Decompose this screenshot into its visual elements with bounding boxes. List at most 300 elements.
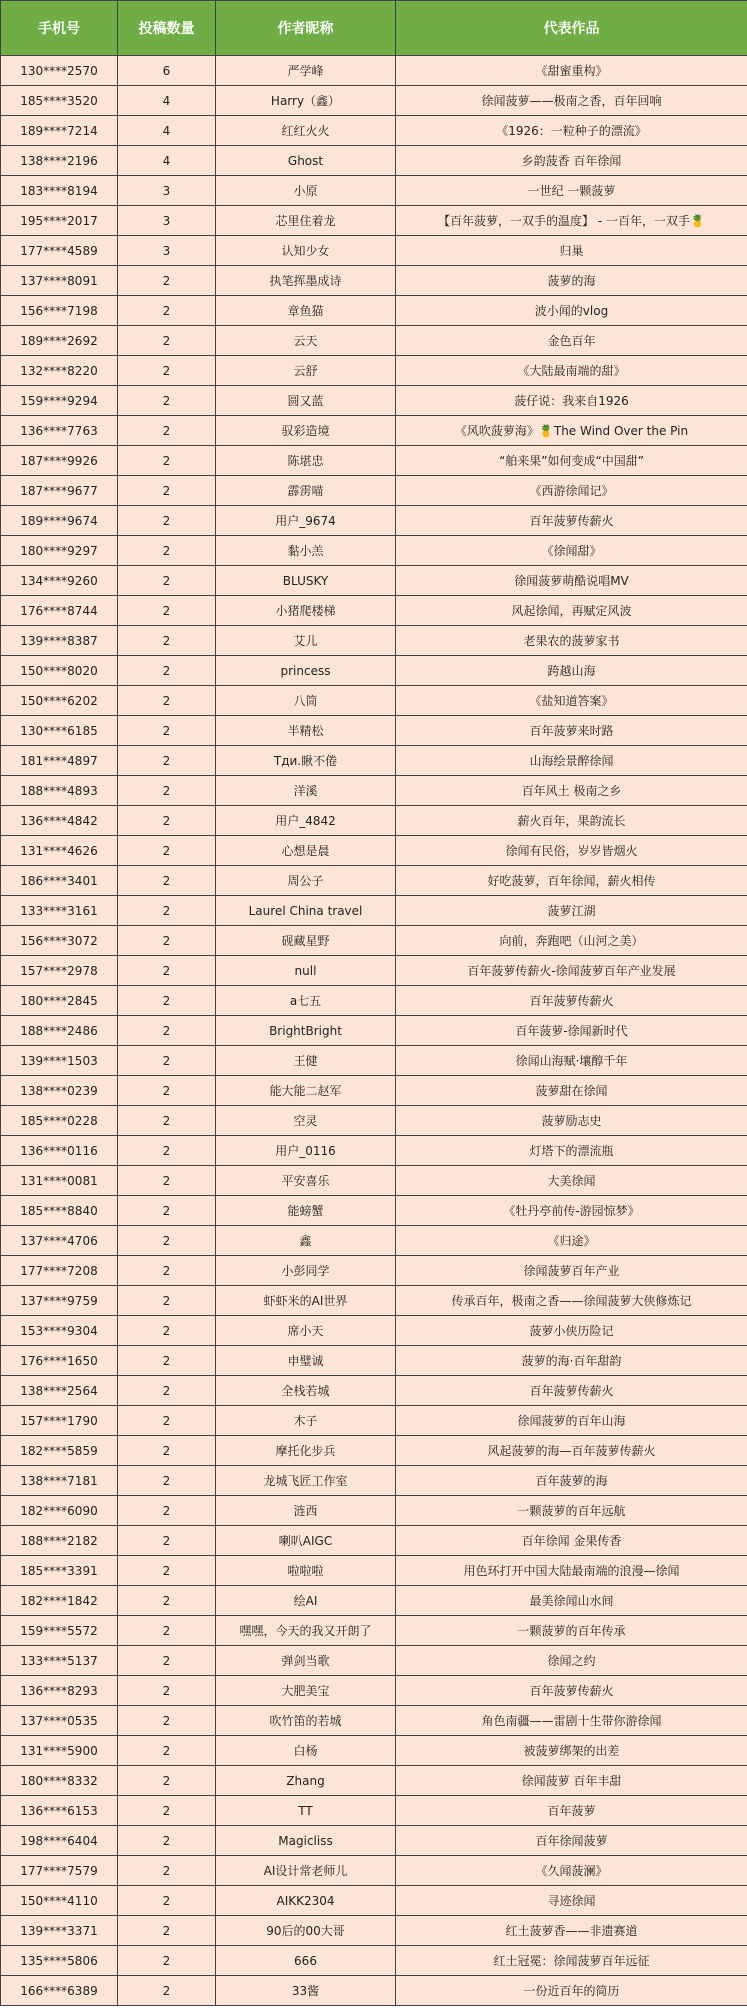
count-cell: 2 [118, 926, 216, 956]
table-body [1, 56, 747, 2006]
work-cell: 徐闻菠萝的百年山海 [396, 1406, 747, 1436]
table-row [1, 1916, 747, 1946]
table-row [1, 1466, 747, 1496]
work-cell: 最美徐闻山水间 [396, 1586, 747, 1616]
phone-cell: 135****5806 [1, 1946, 118, 1976]
work-cell: 徐闻菠萝 百年丰甜 [396, 1766, 747, 1796]
count-cell: 2 [118, 1046, 216, 1076]
count-cell: 2 [118, 1616, 216, 1646]
table-row [1, 1376, 747, 1406]
header-count: 投稿数量 [118, 1, 216, 56]
header-author: 作者昵称 [216, 1, 396, 56]
table-row [1, 1886, 747, 1916]
phone-cell: 180****8332 [1, 1766, 118, 1796]
author-cell: 33酱 [216, 1976, 396, 2006]
count-cell: 2 [118, 446, 216, 476]
table-row [1, 1076, 747, 1106]
author-cell: 喇叭AIGC [216, 1526, 396, 1556]
author-cell: a七五 [216, 986, 396, 1016]
table-row [1, 1046, 747, 1076]
table-row [1, 536, 747, 566]
count-cell: 2 [118, 1376, 216, 1406]
count-cell: 2 [118, 1886, 216, 1916]
phone-cell: 138****2196 [1, 146, 118, 176]
author-cell: 王健 [216, 1046, 396, 1076]
work-cell: 灯塔下的漂流瓶 [396, 1136, 747, 1166]
table-row [1, 266, 747, 296]
table-row [1, 116, 747, 146]
work-cell: 一颗菠萝的百年传承 [396, 1616, 747, 1646]
phone-cell: 185****3391 [1, 1556, 118, 1586]
work-cell: 百年徐闻 金果传香 [396, 1526, 747, 1556]
author-cell: 吹竹笛的若城 [216, 1706, 396, 1736]
table-row [1, 1346, 747, 1376]
work-cell: 徐闻菠萝——极南之香，百年回响 [396, 86, 747, 116]
author-cell: 小原 [216, 176, 396, 206]
table-row [1, 776, 747, 806]
count-cell: 2 [118, 1076, 216, 1106]
author-cell: 用户_4842 [216, 806, 396, 836]
author-cell: 黏小羔 [216, 536, 396, 566]
table-row [1, 806, 747, 836]
count-cell: 2 [118, 1136, 216, 1166]
work-cell: 菠萝励志史 [396, 1106, 747, 1136]
phone-cell: 136****0116 [1, 1136, 118, 1166]
phone-cell: 198****6404 [1, 1826, 118, 1856]
phone-cell: 132****8220 [1, 356, 118, 386]
author-cell: Ghost [216, 146, 396, 176]
author-cell: 90后的00大哥 [216, 1916, 396, 1946]
table-row [1, 1256, 747, 1286]
phone-cell: 182****1842 [1, 1586, 118, 1616]
table-row [1, 56, 747, 86]
count-cell: 2 [118, 1316, 216, 1346]
count-cell: 2 [118, 1796, 216, 1826]
count-cell: 2 [118, 1976, 216, 2006]
count-cell: 2 [118, 1496, 216, 1526]
work-cell: 跨越山海 [396, 656, 747, 686]
count-cell: 2 [118, 686, 216, 716]
count-cell: 2 [118, 1436, 216, 1466]
work-cell: 山海绘景醉徐闻 [396, 746, 747, 776]
count-cell: 2 [118, 536, 216, 566]
count-cell: 6 [118, 56, 216, 86]
author-cell: 圆又蓝 [216, 386, 396, 416]
phone-cell: 133****5137 [1, 1646, 118, 1676]
phone-cell: 180****9297 [1, 536, 118, 566]
phone-cell: 187****9677 [1, 476, 118, 506]
table-row [1, 176, 747, 206]
count-cell: 2 [118, 566, 216, 596]
author-cell: 红红火火 [216, 116, 396, 146]
author-cell: 驭彩造境 [216, 416, 396, 446]
work-cell: 传承百年，极南之香——徐闻菠萝大侠修炼记 [396, 1286, 747, 1316]
count-cell: 2 [118, 596, 216, 626]
work-cell: 用色环打开中国大陆最南端的浪漫—徐闻 [396, 1556, 747, 1586]
count-cell: 2 [118, 626, 216, 656]
count-cell: 2 [118, 1676, 216, 1706]
count-cell: 2 [118, 1946, 216, 1976]
author-cell: 认知少女 [216, 236, 396, 266]
author-cell: 陈堪忠 [216, 446, 396, 476]
author-cell: AIKK2304 [216, 1886, 396, 1916]
count-cell: 2 [118, 836, 216, 866]
work-cell: 菠萝的海 [396, 266, 747, 296]
author-cell: 龙城飞匠工作室 [216, 1466, 396, 1496]
table-row [1, 1106, 747, 1136]
work-cell: 一世纪 一颗菠萝 [396, 176, 747, 206]
work-cell: 被菠萝绑架的出差 [396, 1736, 747, 1766]
phone-cell: 137****4706 [1, 1226, 118, 1256]
author-cell: 平安喜乐 [216, 1166, 396, 1196]
phone-cell: 159****9294 [1, 386, 118, 416]
phone-cell: 131****5900 [1, 1736, 118, 1766]
table-row [1, 506, 747, 536]
work-cell: 一份近百年的简历 [396, 1976, 747, 2006]
phone-cell: 185****3520 [1, 86, 118, 116]
table-row [1, 1436, 747, 1466]
author-cell: 云天 [216, 326, 396, 356]
table-row [1, 206, 747, 236]
work-cell: 金色百年 [396, 326, 747, 356]
author-cell: 半精松 [216, 716, 396, 746]
table-row [1, 1766, 747, 1796]
count-cell: 2 [118, 1286, 216, 1316]
table-row [1, 1946, 747, 1976]
work-cell: 《徐闻甜》 [396, 536, 747, 566]
work-cell: 菠萝小侠历险记 [396, 1316, 747, 1346]
count-cell: 2 [118, 1556, 216, 1586]
table-row [1, 416, 747, 446]
table-row [1, 956, 747, 986]
author-cell: 能螃蟹 [216, 1196, 396, 1226]
phone-cell: 138****2564 [1, 1376, 118, 1406]
author-cell: 啦啦啦 [216, 1556, 396, 1586]
author-cell: Magicliss [216, 1826, 396, 1856]
table-row [1, 1136, 747, 1166]
table-row [1, 86, 747, 116]
table-row [1, 1796, 747, 1826]
work-cell: 大美徐闻 [396, 1166, 747, 1196]
table-row [1, 146, 747, 176]
author-cell: 砚藏星野 [216, 926, 396, 956]
author-cell: 木子 [216, 1406, 396, 1436]
work-cell: 百年菠萝的海 [396, 1466, 747, 1496]
author-cell: Tди.瞅不倦 [216, 746, 396, 776]
author-cell: 周公子 [216, 866, 396, 896]
author-cell: BrightBright [216, 1016, 396, 1046]
phone-cell: 177****7208 [1, 1256, 118, 1286]
phone-cell: 138****0239 [1, 1076, 118, 1106]
count-cell: 2 [118, 896, 216, 926]
table-row [1, 896, 747, 926]
author-cell: 鑫 [216, 1226, 396, 1256]
count-cell: 2 [118, 866, 216, 896]
phone-cell: 188****4893 [1, 776, 118, 806]
count-cell: 2 [118, 1406, 216, 1436]
phone-cell: 137****8091 [1, 266, 118, 296]
author-cell: 嘿嘿，今天的我又开朗了 [216, 1616, 396, 1646]
table-row [1, 1646, 747, 1676]
count-cell: 2 [118, 356, 216, 386]
work-cell: 百年风土 极南之乡 [396, 776, 747, 806]
work-cell: “舶来果”如何变成“中国甜” [396, 446, 747, 476]
count-cell: 2 [118, 326, 216, 356]
work-cell: 波小闻的vlog [396, 296, 747, 326]
phone-cell: 150****4110 [1, 1886, 118, 1916]
work-cell: 百年菠萝传薪火-徐闻菠萝百年产业发展 [396, 956, 747, 986]
table-row [1, 926, 747, 956]
work-cell: 向前，奔跑吧（山河之美） [396, 926, 747, 956]
table-row [1, 1586, 747, 1616]
count-cell: 2 [118, 1106, 216, 1136]
table-row [1, 986, 747, 1016]
author-cell: Zhang [216, 1766, 396, 1796]
work-cell: 一颗菠萝的百年远航 [396, 1496, 747, 1526]
author-cell: 霹雳喵 [216, 476, 396, 506]
phone-cell: 153****9304 [1, 1316, 118, 1346]
work-cell: 红土冠冕：徐闻菠萝百年远征 [396, 1946, 747, 1976]
work-cell: 红土菠萝香——非遗赛道 [396, 1916, 747, 1946]
work-cell: 乡韵菠香 百年徐闻 [396, 146, 747, 176]
table-row [1, 1826, 747, 1856]
author-cell: 席小天 [216, 1316, 396, 1346]
work-cell: 寻迹徐闻 [396, 1886, 747, 1916]
author-cell: 白杨 [216, 1736, 396, 1766]
phone-cell: 134****9260 [1, 566, 118, 596]
work-cell: 《盐知道答案》 [396, 686, 747, 716]
author-cell: princess [216, 656, 396, 686]
count-cell: 2 [118, 1226, 216, 1256]
work-cell: 《久闻菠澜》 [396, 1856, 747, 1886]
count-cell: 2 [118, 1196, 216, 1226]
table-row [1, 686, 747, 716]
work-cell: 薪火百年，果韵流长 [396, 806, 747, 836]
phone-cell: 188****2486 [1, 1016, 118, 1046]
phone-cell: 189****9674 [1, 506, 118, 536]
work-cell: 好吃菠萝，百年徐闻，薪火相传 [396, 866, 747, 896]
phone-cell: 130****2570 [1, 56, 118, 86]
phone-cell: 183****8194 [1, 176, 118, 206]
count-cell: 2 [118, 1826, 216, 1856]
table-row [1, 656, 747, 686]
author-cell: AI设计常老师儿 [216, 1856, 396, 1886]
author-cell: null [216, 956, 396, 986]
work-cell: 百年菠萝传薪火 [396, 506, 747, 536]
author-cell: 章鱼猫 [216, 296, 396, 326]
count-cell: 2 [118, 386, 216, 416]
phone-cell: 177****4589 [1, 236, 118, 266]
author-cell: 绘AI [216, 1586, 396, 1616]
author-cell: 能大能二赵军 [216, 1076, 396, 1106]
table-row [1, 1616, 747, 1646]
phone-cell: 189****7214 [1, 116, 118, 146]
work-cell: 菠萝江湖 [396, 896, 747, 926]
header-phone: 手机号 [1, 1, 118, 56]
phone-cell: 157****2978 [1, 956, 118, 986]
work-cell: 《风吹菠萝海》🍍The Wind Over the Pin [396, 416, 747, 446]
table-row [1, 746, 747, 776]
count-cell: 2 [118, 476, 216, 506]
table-row [1, 386, 747, 416]
count-cell: 2 [118, 656, 216, 686]
count-cell: 3 [118, 176, 216, 206]
table-row [1, 446, 747, 476]
work-cell: 《1926：一粒种子的漂流》 [396, 116, 747, 146]
table-row [1, 836, 747, 866]
author-cell: 小猪爬楼梯 [216, 596, 396, 626]
table-row [1, 296, 747, 326]
phone-cell: 133****3161 [1, 896, 118, 926]
author-cell: Harry（鑫） [216, 86, 396, 116]
phone-cell: 136****7763 [1, 416, 118, 446]
work-cell: 徐闻菠萝萌酷说唱MV [396, 566, 747, 596]
table-row [1, 1856, 747, 1886]
count-cell: 4 [118, 86, 216, 116]
phone-cell: 137****9759 [1, 1286, 118, 1316]
table-row [1, 236, 747, 266]
phone-cell: 157****1790 [1, 1406, 118, 1436]
phone-cell: 177****7579 [1, 1856, 118, 1886]
phone-cell: 186****3401 [1, 866, 118, 896]
work-cell: 百年菠萝传薪火 [396, 1376, 747, 1406]
count-cell: 2 [118, 416, 216, 446]
table-row [1, 356, 747, 386]
author-cell: 申璧诚 [216, 1346, 396, 1376]
author-cell: 虾虾米的AI世界 [216, 1286, 396, 1316]
table-row [1, 566, 747, 596]
count-cell: 2 [118, 1346, 216, 1376]
table-row [1, 1016, 747, 1046]
count-cell: 2 [118, 716, 216, 746]
count-cell: 2 [118, 1166, 216, 1196]
author-cell: 芯里住着龙 [216, 206, 396, 236]
phone-cell: 156****7198 [1, 296, 118, 326]
count-cell: 2 [118, 956, 216, 986]
count-cell: 2 [118, 506, 216, 536]
phone-cell: 185****8840 [1, 1196, 118, 1226]
work-cell: 百年菠萝 [396, 1796, 747, 1826]
table-row [1, 626, 747, 656]
author-cell: 执笔挥墨成诗 [216, 266, 396, 296]
author-cell: Laurel China travel [216, 896, 396, 926]
table-row [1, 1196, 747, 1226]
work-cell: 《归途》 [396, 1226, 747, 1256]
work-cell: 百年徐闻菠萝 [396, 1826, 747, 1856]
phone-cell: 150****6202 [1, 686, 118, 716]
phone-cell: 137****0535 [1, 1706, 118, 1736]
phone-cell: 139****1503 [1, 1046, 118, 1076]
table-row [1, 1286, 747, 1316]
phone-cell: 176****1650 [1, 1346, 118, 1376]
work-cell: 菠仔说：我来自1926 [396, 386, 747, 416]
count-cell: 2 [118, 1586, 216, 1616]
count-cell: 2 [118, 1766, 216, 1796]
phone-cell: 150****8020 [1, 656, 118, 686]
table-row [1, 1706, 747, 1736]
author-cell: 涟西 [216, 1496, 396, 1526]
work-cell: 徐闻有民俗，岁岁皆烟火 [396, 836, 747, 866]
work-cell: 归巢 [396, 236, 747, 266]
table-row [1, 1736, 747, 1766]
count-cell: 2 [118, 266, 216, 296]
author-cell: TT [216, 1796, 396, 1826]
count-cell: 2 [118, 296, 216, 326]
phone-cell: 182****5859 [1, 1436, 118, 1466]
phone-cell: 187****9926 [1, 446, 118, 476]
work-cell: 风起菠萝的海—百年菠萝传薪火 [396, 1436, 747, 1466]
author-cell: 洋溪 [216, 776, 396, 806]
phone-cell: 131****0081 [1, 1166, 118, 1196]
phone-cell: 181****4897 [1, 746, 118, 776]
table-row [1, 326, 747, 356]
table-row [1, 1556, 747, 1586]
phone-cell: 136****8293 [1, 1676, 118, 1706]
author-cell: 小彭同学 [216, 1256, 396, 1286]
table-row [1, 596, 747, 626]
count-cell: 2 [118, 776, 216, 806]
count-cell: 2 [118, 1856, 216, 1886]
author-cell: 666 [216, 1946, 396, 1976]
work-cell: 《西游徐闻记》 [396, 476, 747, 506]
phone-cell: 156****3072 [1, 926, 118, 956]
author-cell: 全栈若城 [216, 1376, 396, 1406]
count-cell: 2 [118, 1646, 216, 1676]
phone-cell: 131****4626 [1, 836, 118, 866]
count-cell: 2 [118, 1256, 216, 1286]
table-header [1, 1, 747, 56]
work-cell: 徐闻山海赋·壤醇千年 [396, 1046, 747, 1076]
work-cell: 菠萝的海·百年甜韵 [396, 1346, 747, 1376]
table-row [1, 476, 747, 506]
author-cell: 心想是晨 [216, 836, 396, 866]
author-cell: 大肥美宝 [216, 1676, 396, 1706]
table-row [1, 1226, 747, 1256]
header-row [1, 1, 747, 56]
phone-cell: 130****6185 [1, 716, 118, 746]
author-cell: 艾儿 [216, 626, 396, 656]
count-cell: 2 [118, 1526, 216, 1556]
table-row [1, 1316, 747, 1346]
work-cell: 《牡丹亭前传-游园惊梦》 [396, 1196, 747, 1226]
work-cell: 【百年菠萝，一双手的温度】 - 一百年，一双手🍍 [396, 206, 747, 236]
phone-cell: 189****2692 [1, 326, 118, 356]
author-cell: 严学峰 [216, 56, 396, 86]
count-cell: 4 [118, 116, 216, 146]
work-cell: 徐闻之约 [396, 1646, 747, 1676]
work-cell: 风起徐闻，再赋定风波 [396, 596, 747, 626]
work-cell: 百年菠萝-徐闻新时代 [396, 1016, 747, 1046]
phone-cell: 166****6389 [1, 1976, 118, 2006]
phone-cell: 176****8744 [1, 596, 118, 626]
table-row [1, 1976, 747, 2006]
phone-cell: 159****5572 [1, 1616, 118, 1646]
author-cell: 云舒 [216, 356, 396, 386]
table-row [1, 716, 747, 746]
work-cell: 菠萝甜在徐闻 [396, 1076, 747, 1106]
count-cell: 2 [118, 986, 216, 1016]
count-cell: 2 [118, 806, 216, 836]
work-cell: 《甜蜜重构》 [396, 56, 747, 86]
count-cell: 3 [118, 236, 216, 266]
work-cell: 《大陆最南端的甜》 [396, 356, 747, 386]
table-row [1, 1406, 747, 1436]
author-cell: 用户_9674 [216, 506, 396, 536]
phone-cell: 185****0228 [1, 1106, 118, 1136]
phone-cell: 182****6090 [1, 1496, 118, 1526]
author-cell: 弹剑当歌 [216, 1646, 396, 1676]
phone-cell: 139****8387 [1, 626, 118, 656]
